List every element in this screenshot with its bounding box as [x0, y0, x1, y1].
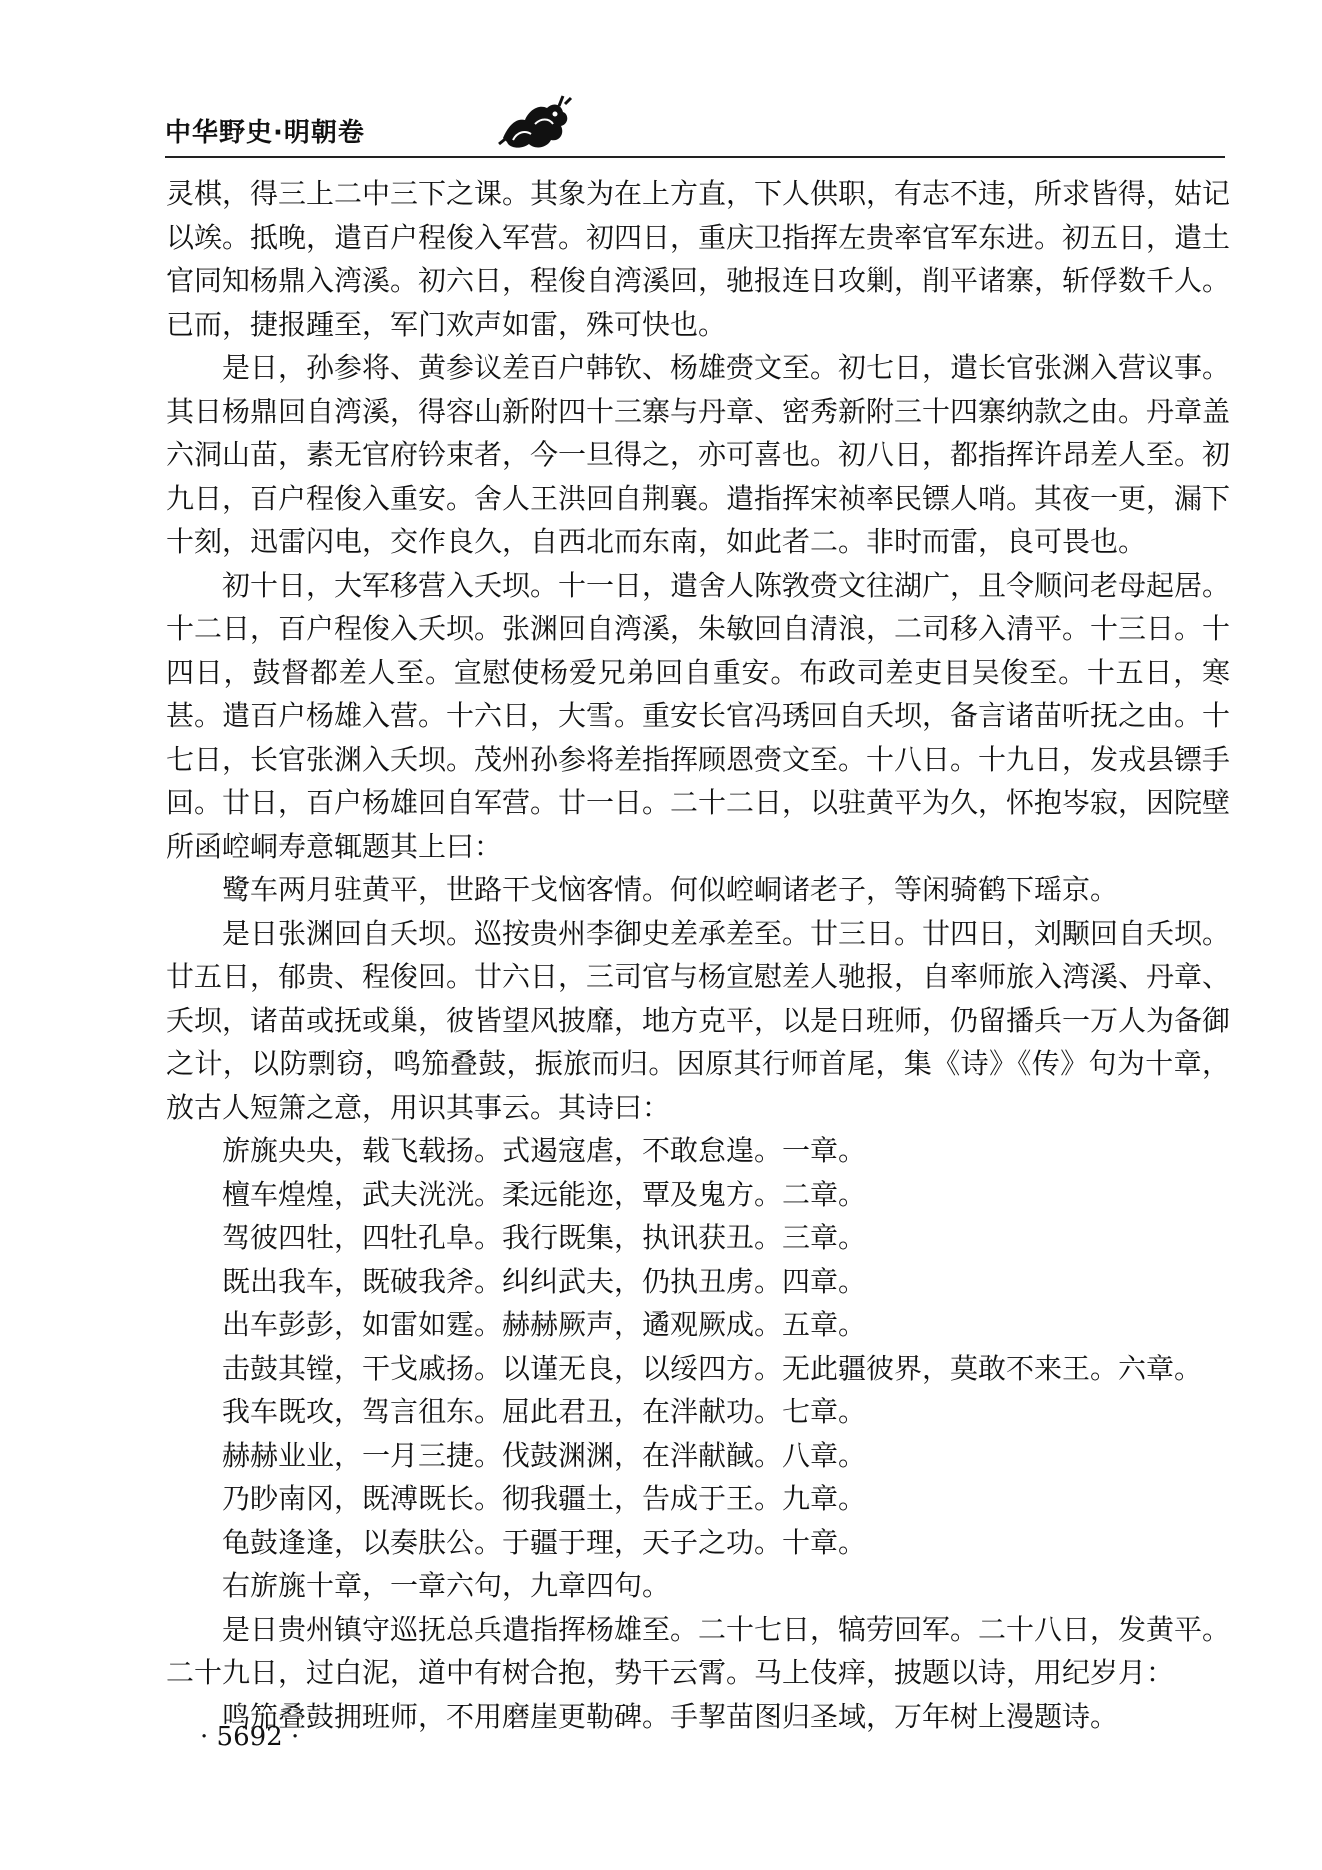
poem-line: 出车彭彭，如雷如霆。赫赫厥声，遹观厥成。五章。 — [222, 1308, 867, 1341]
dragon-icon — [495, 94, 573, 154]
running-header — [165, 102, 1225, 162]
header-rule — [165, 156, 1225, 158]
body-text — [166, 172, 1230, 1738]
poem-line: 驾彼四牡，四牡孔阜。我行既集，执讯获丑。三章。 — [222, 1221, 867, 1254]
paragraph: 是日张渊回自夭坝。巡按贵州李御史差承差至。廿三日。廿四日，刘颙回自夭坝。廿五日，郁贵、程俊回。廿六日，三司官与杨宣慰差人驰报，自率师旅入湾溪、丹章、夭坝，诸苗或抚或巢，彼皆望风披靡，地方克平，以是日班师，仍留播兵一万人为备御之计，以防剽窃，鸣笳叠鼓，振旅而归。因原其行师首尾，集《诗》《传》句为十章，放古人短箫之意，用识其事云。其诗曰： — [166, 916, 1231, 1124]
verse: 鸣笳叠鼓拥班师，不用磨崖更勒碑。手挈苗图归圣域，万年树上漫题诗。 — [222, 1699, 1119, 1733]
paragraph: 是日，孙参将、黄参议差百户韩钦、杨雄赍文至。初七日，遣长官张渊入营议事。其日杨鼎回自湾溪，得容山新附四十三寨与丹章、密秀新附三十四寨纳款之由。丹章盖六洞山苗，素无官府钤束者，今一旦得之，亦可喜也。初八日，都指挥许昂差人至。初九日，百户程俊入重安。舍人王洪回自荆襄。遣指挥宋祯率民镖人哨。其夜一更，漏下十刻，迅雷闪电，交作良久，自西北而东南，如此者二。非时而雷，良可畏也。 — [166, 351, 1231, 558]
poem-line: 我车既攻，驾言徂东。屈此君丑，在泮献功。七章。 — [222, 1395, 867, 1428]
poem-line: 檀车煌煌，武夫洸洸。柔远能迩，覃及鬼方。二章。 — [222, 1177, 867, 1211]
poem-note: 右旂旐十章，一章六句，九章四句。 — [222, 1569, 671, 1602]
poem-line: 赫赫业业，一月三捷。伐鼓渊渊，在泮献馘。八章。 — [222, 1438, 867, 1472]
poem-line: 旂旐央央，载飞载扬。式遏寇虐，不敢怠遑。一章。 — [222, 1134, 867, 1167]
paragraph: 是日贵州镇守巡抚总兵遣指挥杨雄至。二十七日，犒劳回军。二十八日，发黄平。二十九日，过白泥，道中有树合抱，势干云霄。马上伎痒，披题以诗，用纪岁月： — [166, 1612, 1231, 1689]
poem-line: 乃眇南冈，既溥既长。彻我疆土，告成于王。九章。 — [222, 1482, 867, 1515]
poem-line: 龟鼓逢逢，以奏肤公。于疆于理，天子之功。十章。 — [222, 1525, 867, 1559]
paragraph: 灵棋，得三上二中三下之课。其象为在上方直，下人供职，有志不违，所求皆得，姑记以竢。抵晚，遣百户程俊入军营。初四日，重庆卫指挥左贵率官军东进。初五日，遣土官同知杨鼎入湾溪。初六日，程俊自湾溪回，驰报连日攻剿，削平诸寨，斩俘数千人。已而，捷报踵至，军门欢声如雷，殊可快也。 — [166, 177, 1231, 341]
verse: 鹭车两月驻黄平，世路干戈恼客情。何似崆峒诸老子，等闲骑鹤下瑶京。 — [222, 873, 1119, 906]
poem-line: 击鼓其镗，干戈戚扬。以谨无良，以绥四方。无此疆彼界，莫敢不来王。六章。 — [222, 1351, 1203, 1385]
paragraph: 初十日，大军移营入夭坝。十一日，遣舍人陈敩赍文往湖广，且令顺问老母起居。十二日，百户程俊入夭坝。张渊回自湾溪，朱敏回自清浪，二司移入清平。十三日。十四日，鼓督都差人至。宣慰使杨爱兄弟回自重安。布政司差吏目吴俊至。十五日，寒甚。遣百户杨雄入营。十六日，大雪。重安长官冯琇回自夭坝，备言诸苗听抚之由。十七日，长官张渊入夭坝。茂州孙参将差指挥顾恩赍文至。十八日。十九日，发戎县镖手回。廿日，百户杨雄回自军营。廿一日。二十二日，以驻黄平为久，怀抱岑寂，因院壁所函崆峒寿意辄题其上曰： — [166, 568, 1231, 863]
book-title: 中华野史·明朝卷 — [165, 118, 365, 148]
page-number: · 5692 · — [200, 1722, 300, 1752]
poem-line: 既出我车，既破我斧。纠纠武夫，仍执丑虏。四章。 — [222, 1264, 867, 1298]
